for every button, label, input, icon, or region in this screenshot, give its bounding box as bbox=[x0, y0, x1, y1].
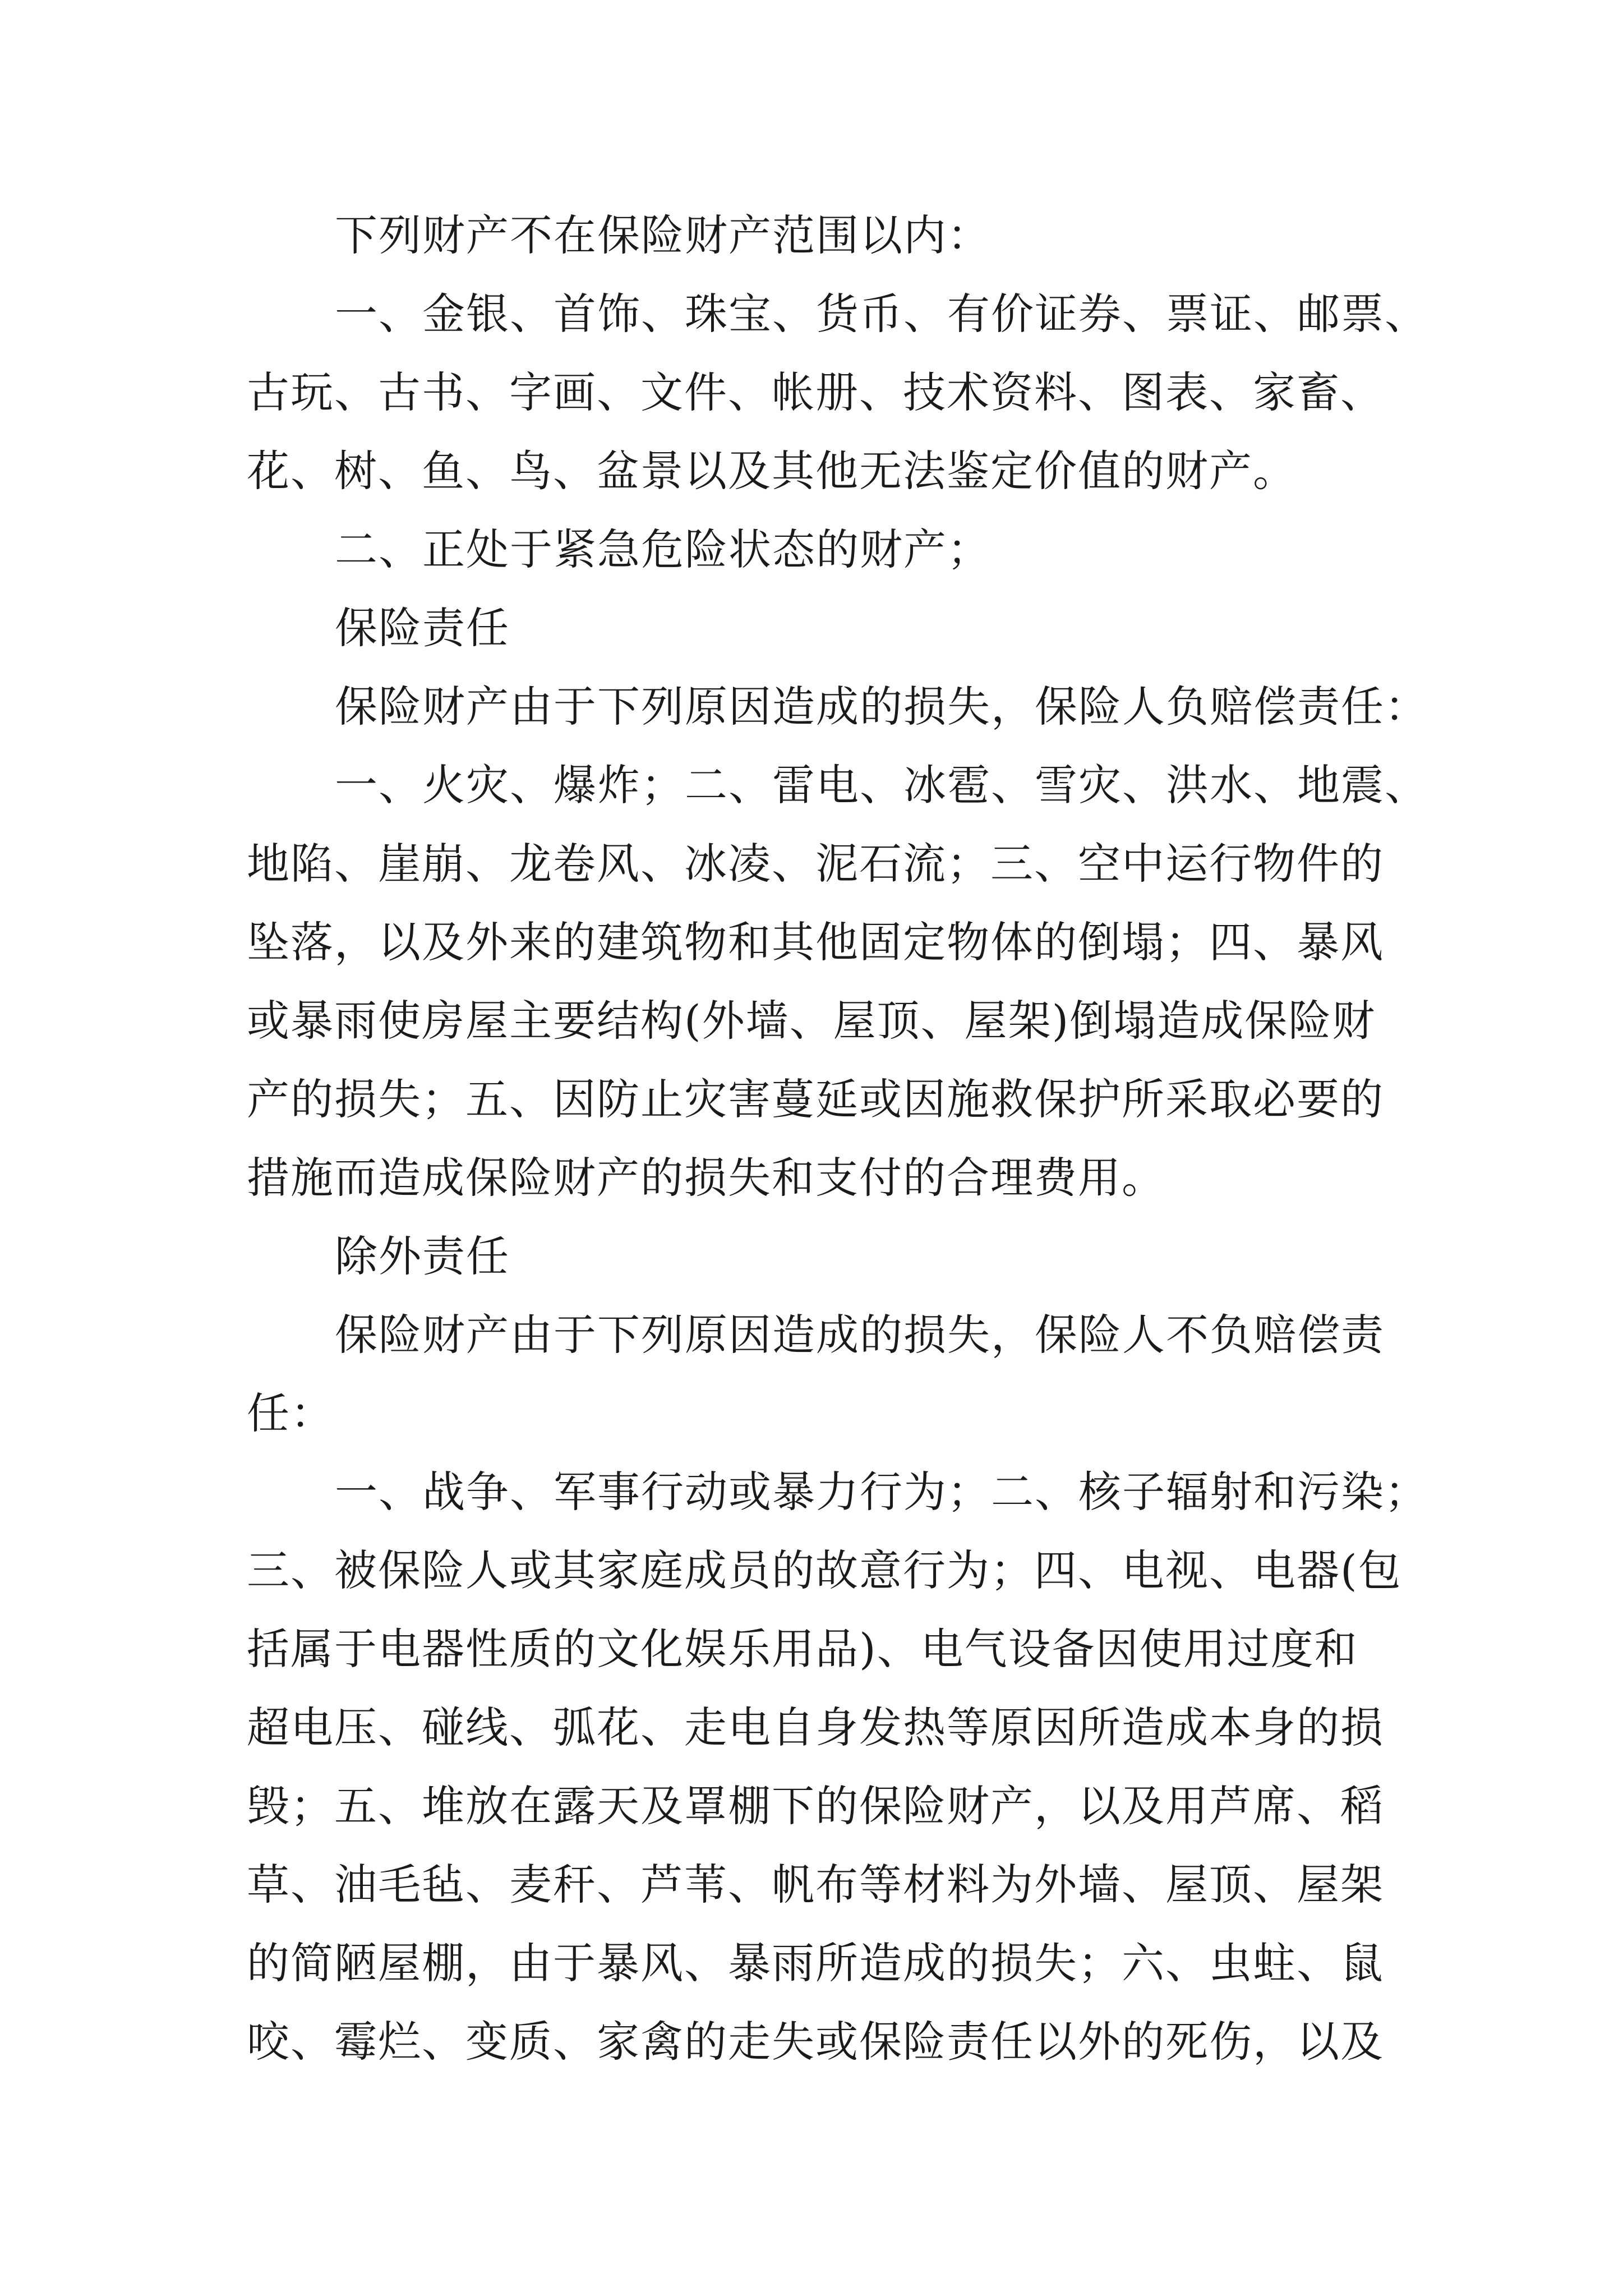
text-line: 毁；五、堆放在露天及罩棚下的保险财产，以及用芦席、稻 bbox=[247, 1781, 1384, 1831]
text-line: 括属于电器性质的文化娱乐用品)、电气设备因使用过度和 bbox=[247, 1624, 1358, 1674]
section-heading-exclusions: 除外责任 bbox=[335, 1231, 510, 1281]
text-line: 草、油毛毡、麦秆、芦苇、帆布等材料为外墙、屋顶、屋架 bbox=[247, 1860, 1384, 1910]
text-line: 一、金银、首饰、珠宝、货币、有价证券、票证、邮票、 bbox=[335, 289, 1428, 339]
text-line: 产的损失；五、因防止灾害蔓延或因施救保护所采取必要的 bbox=[247, 1074, 1384, 1124]
text-line: 的简陋屋棚，由于暴风、暴雨所造成的损失；六、虫蛀、鼠 bbox=[247, 1938, 1384, 1988]
text-line: 一、战争、军事行动或暴力行为；二、核子辐射和污染； bbox=[335, 1467, 1428, 1517]
section-heading-insurance-liability: 保险责任 bbox=[335, 603, 510, 653]
text-line: 保险财产由于下列原因造成的损失，保险人负赔偿责任： bbox=[335, 682, 1428, 731]
text-line: 坠落，以及外来的建筑物和其他固定物体的倒塌；四、暴风 bbox=[247, 917, 1384, 967]
text-line: 措施而造成保险财产的损失和支付的合理费用。 bbox=[247, 1153, 1165, 1203]
text-line: 任： bbox=[247, 1388, 334, 1438]
text-line: 三、被保险人或其家庭成员的故意行为；四、电视、电器(包 bbox=[247, 1545, 1402, 1595]
text-line: 保险财产由于下列原因造成的损失，保险人不负赔偿责 bbox=[335, 1310, 1385, 1360]
text-line: 咬、霉烂、变质、家禽的走失或保险责任以外的死伤，以及 bbox=[247, 2017, 1384, 2067]
text-line: 或暴雨使房屋主要结构(外墙、屋顶、屋架)倒塌造成保险财 bbox=[247, 996, 1376, 1046]
text-line: 花、树、鱼、鸟、盆景以及其他无法鉴定价值的财产。 bbox=[247, 446, 1297, 496]
text-line: 二、正处于紧急危险状态的财产； bbox=[335, 524, 991, 574]
text-line: 古玩、古书、字画、文件、帐册、技术资料、图表、家畜、 bbox=[247, 367, 1384, 417]
text-line: 超电压、碰线、弧花、走电自身发热等原因所造成本身的损 bbox=[247, 1703, 1384, 1752]
text-line: 下列财产不在保险财产范围以内： bbox=[335, 210, 991, 260]
text-line: 一、火灾、爆炸；二、雷电、冰雹、雪灾、洪水、地震、 bbox=[335, 760, 1428, 810]
text-line: 地陷、崖崩、龙卷风、冰凌、泥石流；三、空中运行物件的 bbox=[247, 839, 1384, 889]
